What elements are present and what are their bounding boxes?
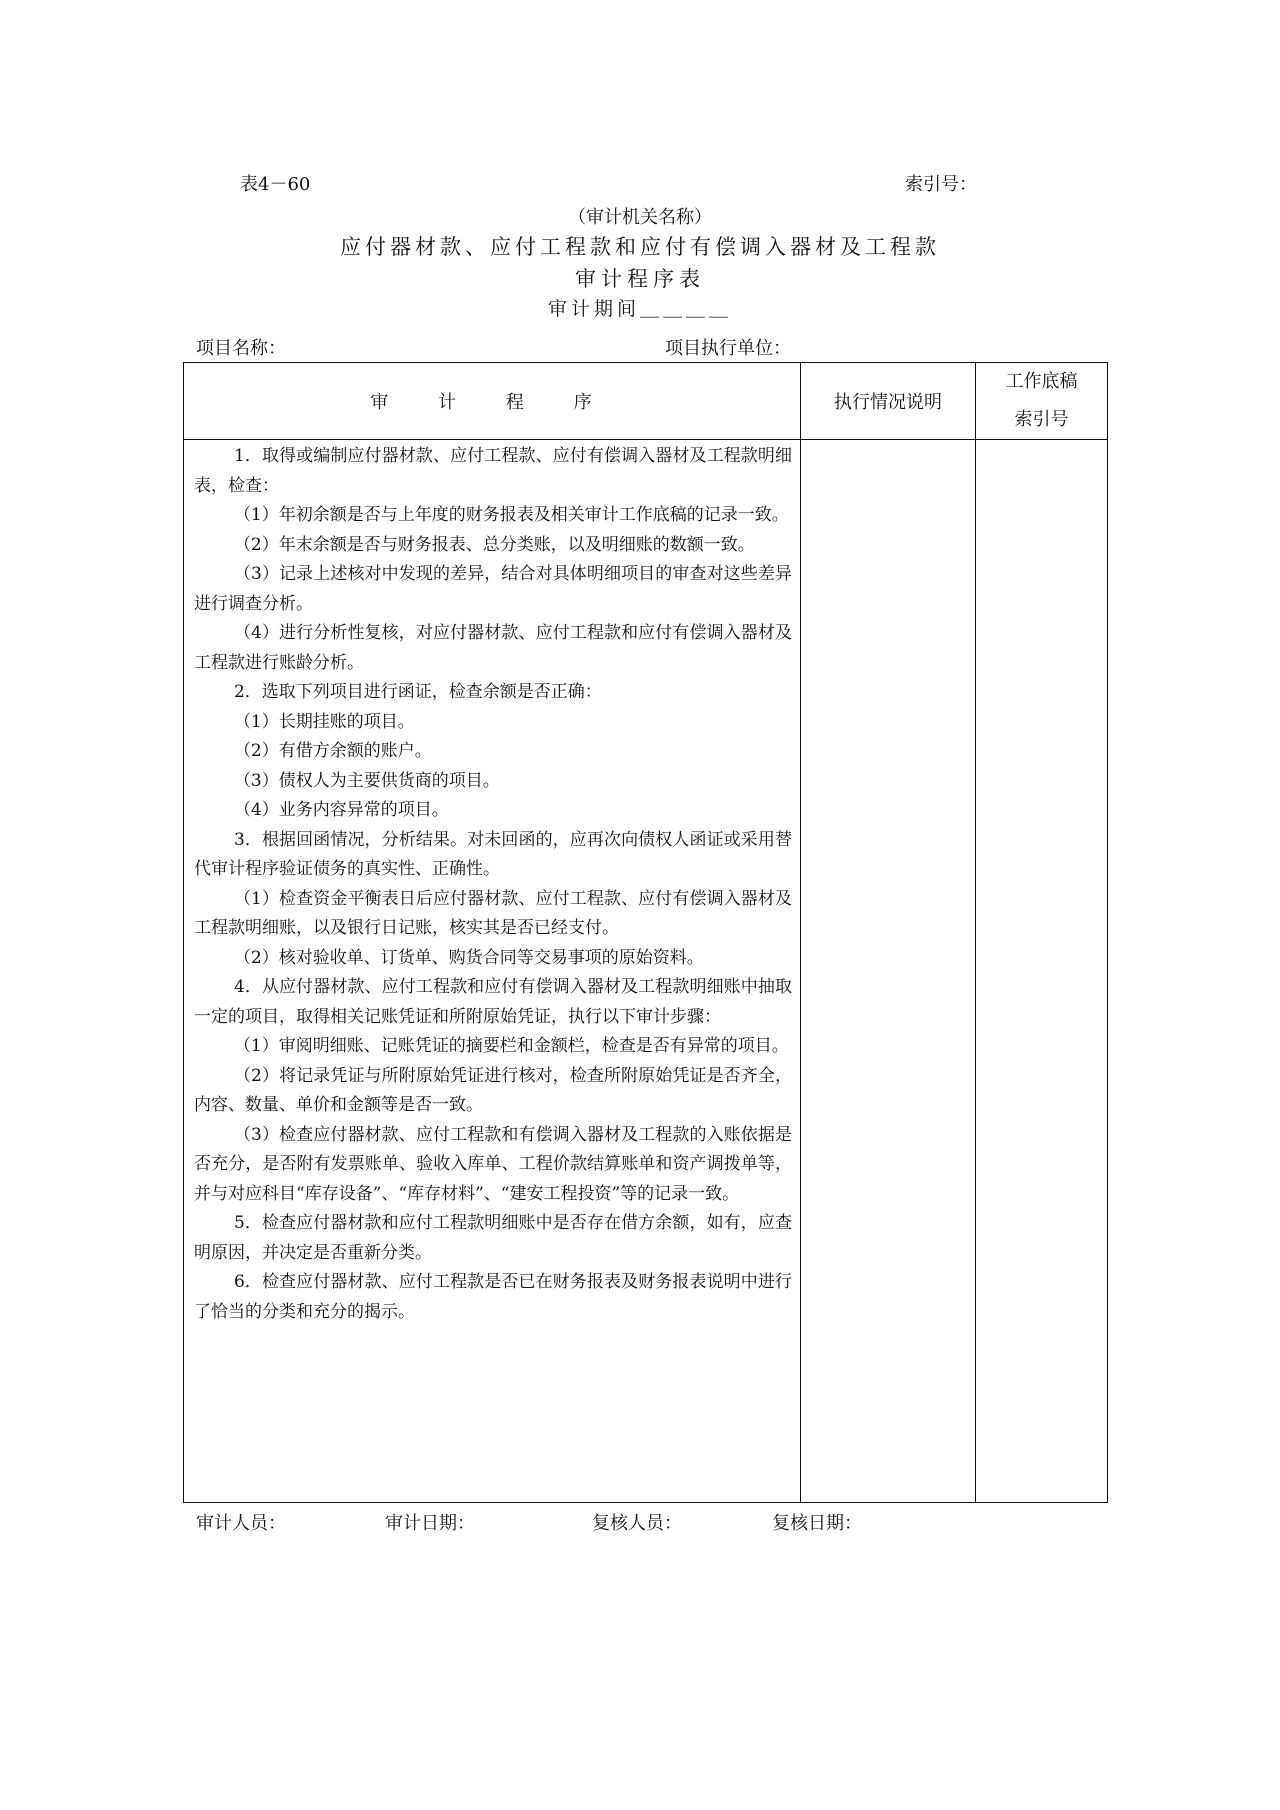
step-item: （3）债权人为主要供货商的项目。 (233, 770, 500, 791)
audit-period: 审计期间＿＿＿＿ (547, 298, 732, 320)
step-item: （3）记录上述核对中发现的差异，结合对具体明细项目的审查对这些差异进行调查分析。 (194, 564, 792, 614)
step-item: （4）进行分析性复核，对应付器材款、应付工程款和应付有偿调入器材及工程款进行账龄分析。 (194, 623, 792, 673)
table-header-row (184, 363, 1108, 440)
review-date-label: 复核日期： (772, 1513, 862, 1534)
step-item: 5．检查应付器材款和应付工程款明细账中是否存在借方余额，如有，应查明原因，并决定是否重新分类。 (194, 1213, 792, 1263)
page-subtitle: 审计程序表 (575, 267, 705, 291)
step-item: （1）检查资金平衡表日后应付器材款、应付工程款、应付有偿调入器材及工程款明细账，以及银行日记账，核实其是否已经支付。 (194, 888, 792, 938)
procedure-steps-cell (184, 440, 801, 1503)
step-item: （1）年初余额是否与上年度的财务报表及相关审计工作底稿的记录一致。 (233, 505, 789, 525)
step-item: （1）长期挂账的项目。 (233, 711, 415, 732)
step-item: （2）核对验收单、订货单、购货合同等交易事项的原始资料。 (233, 947, 704, 968)
header-procedure: 审 计 程 序 (184, 363, 801, 440)
header-workpaper-index-line2: 索引号 (1014, 409, 1069, 430)
step-item: 1．取得或编制应付器材款、应付工程款、应付有偿调入器材及工程款明细表，检查： (194, 446, 792, 496)
execution-status-cell[interactable] (801, 440, 976, 1503)
page-title: 应付器材款、应付工程款和应付有偿调入器材及工程款 (340, 235, 940, 259)
agency-name: （审计机关名称） (568, 207, 712, 228)
project-exec-unit-label: 项目执行单位： (665, 338, 791, 359)
step-item: （3）检查应付器材款、应付工程款和有偿调入器材及工程款的入账依据是否充分，是否附有发票账单、验收入库单、工程价款结算账单和资产调拨单等，并与对应科目“库存设备”、“库存材料”、“建安工程投资”等的记录一致。 (194, 1124, 792, 1204)
table-body-row (184, 440, 1108, 1503)
step-item: （2）有借方余额的账户。 (233, 741, 432, 761)
reviewer-label: 复核人员： (592, 1513, 682, 1534)
step-item: （1）审阅明细账、记账凭证的摘要栏和金额栏，检查是否有异常的项目。 (233, 1036, 789, 1056)
procedure-steps (184, 440, 800, 1327)
step-item: 2．选取下列项目进行函证，检查余额是否正确： (233, 682, 602, 702)
project-name-label: 项目名称： (196, 338, 286, 359)
auditor-label: 审计人员： (196, 1513, 286, 1534)
header-workpaper-index (976, 363, 1108, 440)
audit-date-label: 审计日期： (385, 1513, 475, 1534)
step-item: 6．检查应付器材款、应付工程款是否已在财务报表及财务报表说明中进行了恰当的分类和充分的揭示。 (194, 1272, 792, 1322)
step-item: 4．从应付器材款、应付工程款和应付有偿调入器材及工程款明细账中抽取一定的项目，取得相关记账凭证和所附原始凭证，执行以下审计步骤： (194, 977, 792, 1027)
header-execution-status: 执行情况说明 (801, 363, 976, 440)
index-number-label: 索引号： (905, 174, 977, 195)
header-workpaper-index-line1: 工作底稿 (1005, 371, 1078, 392)
step-item: 3．根据回函情况，分析结果。对未回函的，应再次向债权人函证或采用替代审计程序验证债务的真实性、正确性。 (194, 829, 792, 879)
workpaper-index-cell[interactable] (976, 440, 1108, 1503)
step-item: （4）业务内容异常的项目。 (233, 800, 449, 820)
audit-procedure-table (183, 362, 1108, 1503)
table-number: 表4－60 (240, 174, 311, 195)
step-item: （2）将记录凭证与所附原始凭证进行核对，检查所附原始凭证是否齐全，内容、数量、单价和金额等是否一致。 (194, 1065, 792, 1115)
step-item: （2）年末余额是否与财务报表、总分类账，以及明细账的数额一致。 (233, 534, 755, 555)
